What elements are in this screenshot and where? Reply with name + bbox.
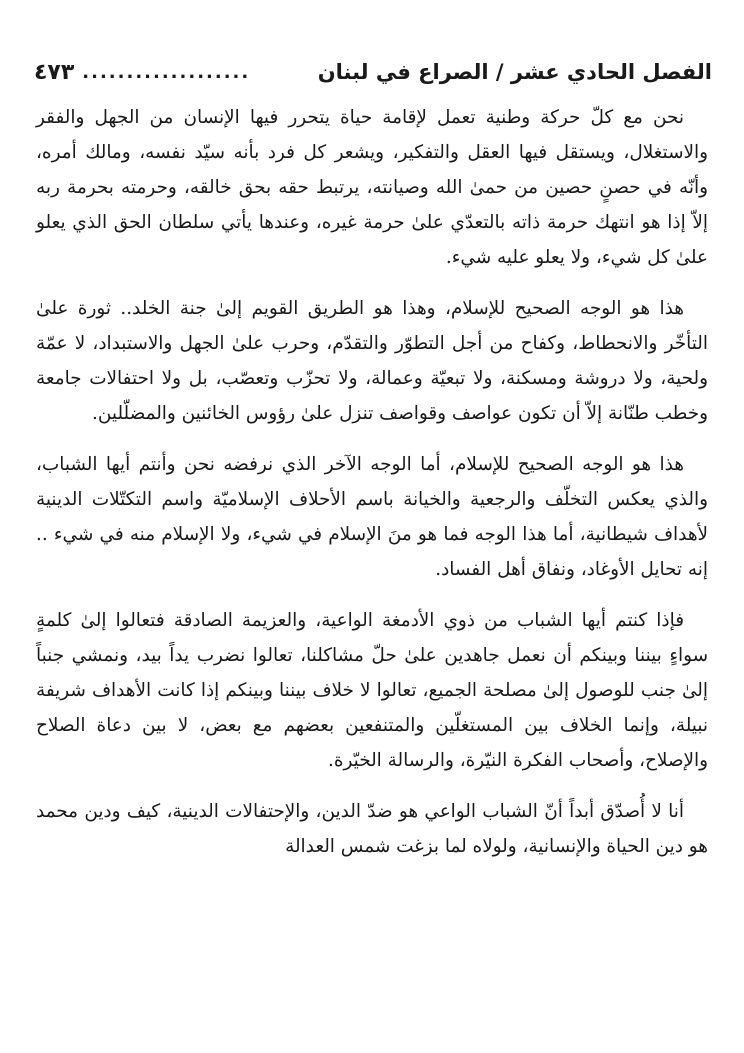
- running-header: [34, 52, 712, 92]
- paragraph: أنا لا أُصدّق أبداً أنّ الشباب الواعي هو ضدّ الدين، والإحتفالات الدينية، كيف ودين محمد هو دين الحياة والإنسانية، ولولاه لما بزغت شمس العدالة: [36, 801, 708, 857]
- paragraph: هذا هو الوجه الصحيح للإسلام، وهذا هو الطريق القويم إلىٰ جنة الخلد.. ثورة علىٰ التأخّر والانحطاط، وكفاح من أجل التطوّر والتقدّم، وحرب علىٰ الجهل والاستبداد، لا عمّة ولحية، ولا دروشة ومسكنة، ولا تبعيّة وعمالة، ولا تحزّب وتعصّب، بل ولا احتفالات جامعة وخطب طنّانة إلاّ أن تكون عواصف وقواصف تنزل علىٰ رؤوس الخائنين والمضلّلين.: [36, 298, 708, 424]
- paragraph: نحن مع كلّ حركة وطنية تعمل لإقامة حياة يتحرر فيها الإنسان من الجهل والفقر والاستغلال، ويستقل فيها العقل والتفكير، ويشعر كل فرد بأنه سيّد نفسه، ومالك أمره، وأنّه في حصنٍ حصين من حمىٰ الله وصيانته، يرتبط حقه بحق خالقه، وحرمته بحرمة ربه إلاّ إذا هو انتهك حرمة ذاته بالتعدّي علىٰ حرمة غيره، وعندها يأتي سلطان الحق الذي يعلو علىٰ كل شيء، ولا يعلو عليه شيء.: [36, 107, 708, 268]
- paragraph: فإذا كنتم أيها الشباب من ذوي الأدمغة الواعية، والعزيمة الصادقة فتعالوا إلىٰ كلمةٍ سواءٍ بيننا وبينكم أن نعمل جاهدين علىٰ حلّ مشاكلنا، تعالوا نضرب يداً بيد، ونمشي جنباً إلىٰ جنب للوصول إلىٰ مصلحة الجميع، تعالوا لا خلاف بيننا وبينكم إذا كانت الأهداف شريفة نبيلة، وإنما الخلاف بين المستغلّين والمتنفعين بعضهم مع بعض، لا بين دعاة الصلاح والإصلاح، وأصحاب الفكرة النيّرة، والرسالة الخيّرة.: [36, 610, 708, 771]
- chapter-title: الفصل الحادي عشر / الصراع في لبنان: [317, 60, 712, 84]
- page-number: ٤٧٣: [34, 59, 75, 85]
- paragraph: هذا هو الوجه الصحيح للإسلام، أما الوجه الآخر الذي نرفضه نحن وأنتم أيها الشباب، والذي يعكس التخلّف والرجعية والخيانة باسم الأحلاف الإسلاميّة واسم التكتّلات الدينية لأهداف شيطانية، أما هذا الوجه فما هو منَ الإسلام في شيء، ولا الإسلام منه في شيء .. إنه تحايل الأوغاد، ونفاق أهل الفساد.: [36, 454, 708, 580]
- dot-leader: ...................: [82, 61, 251, 83]
- page-body: [36, 100, 708, 864]
